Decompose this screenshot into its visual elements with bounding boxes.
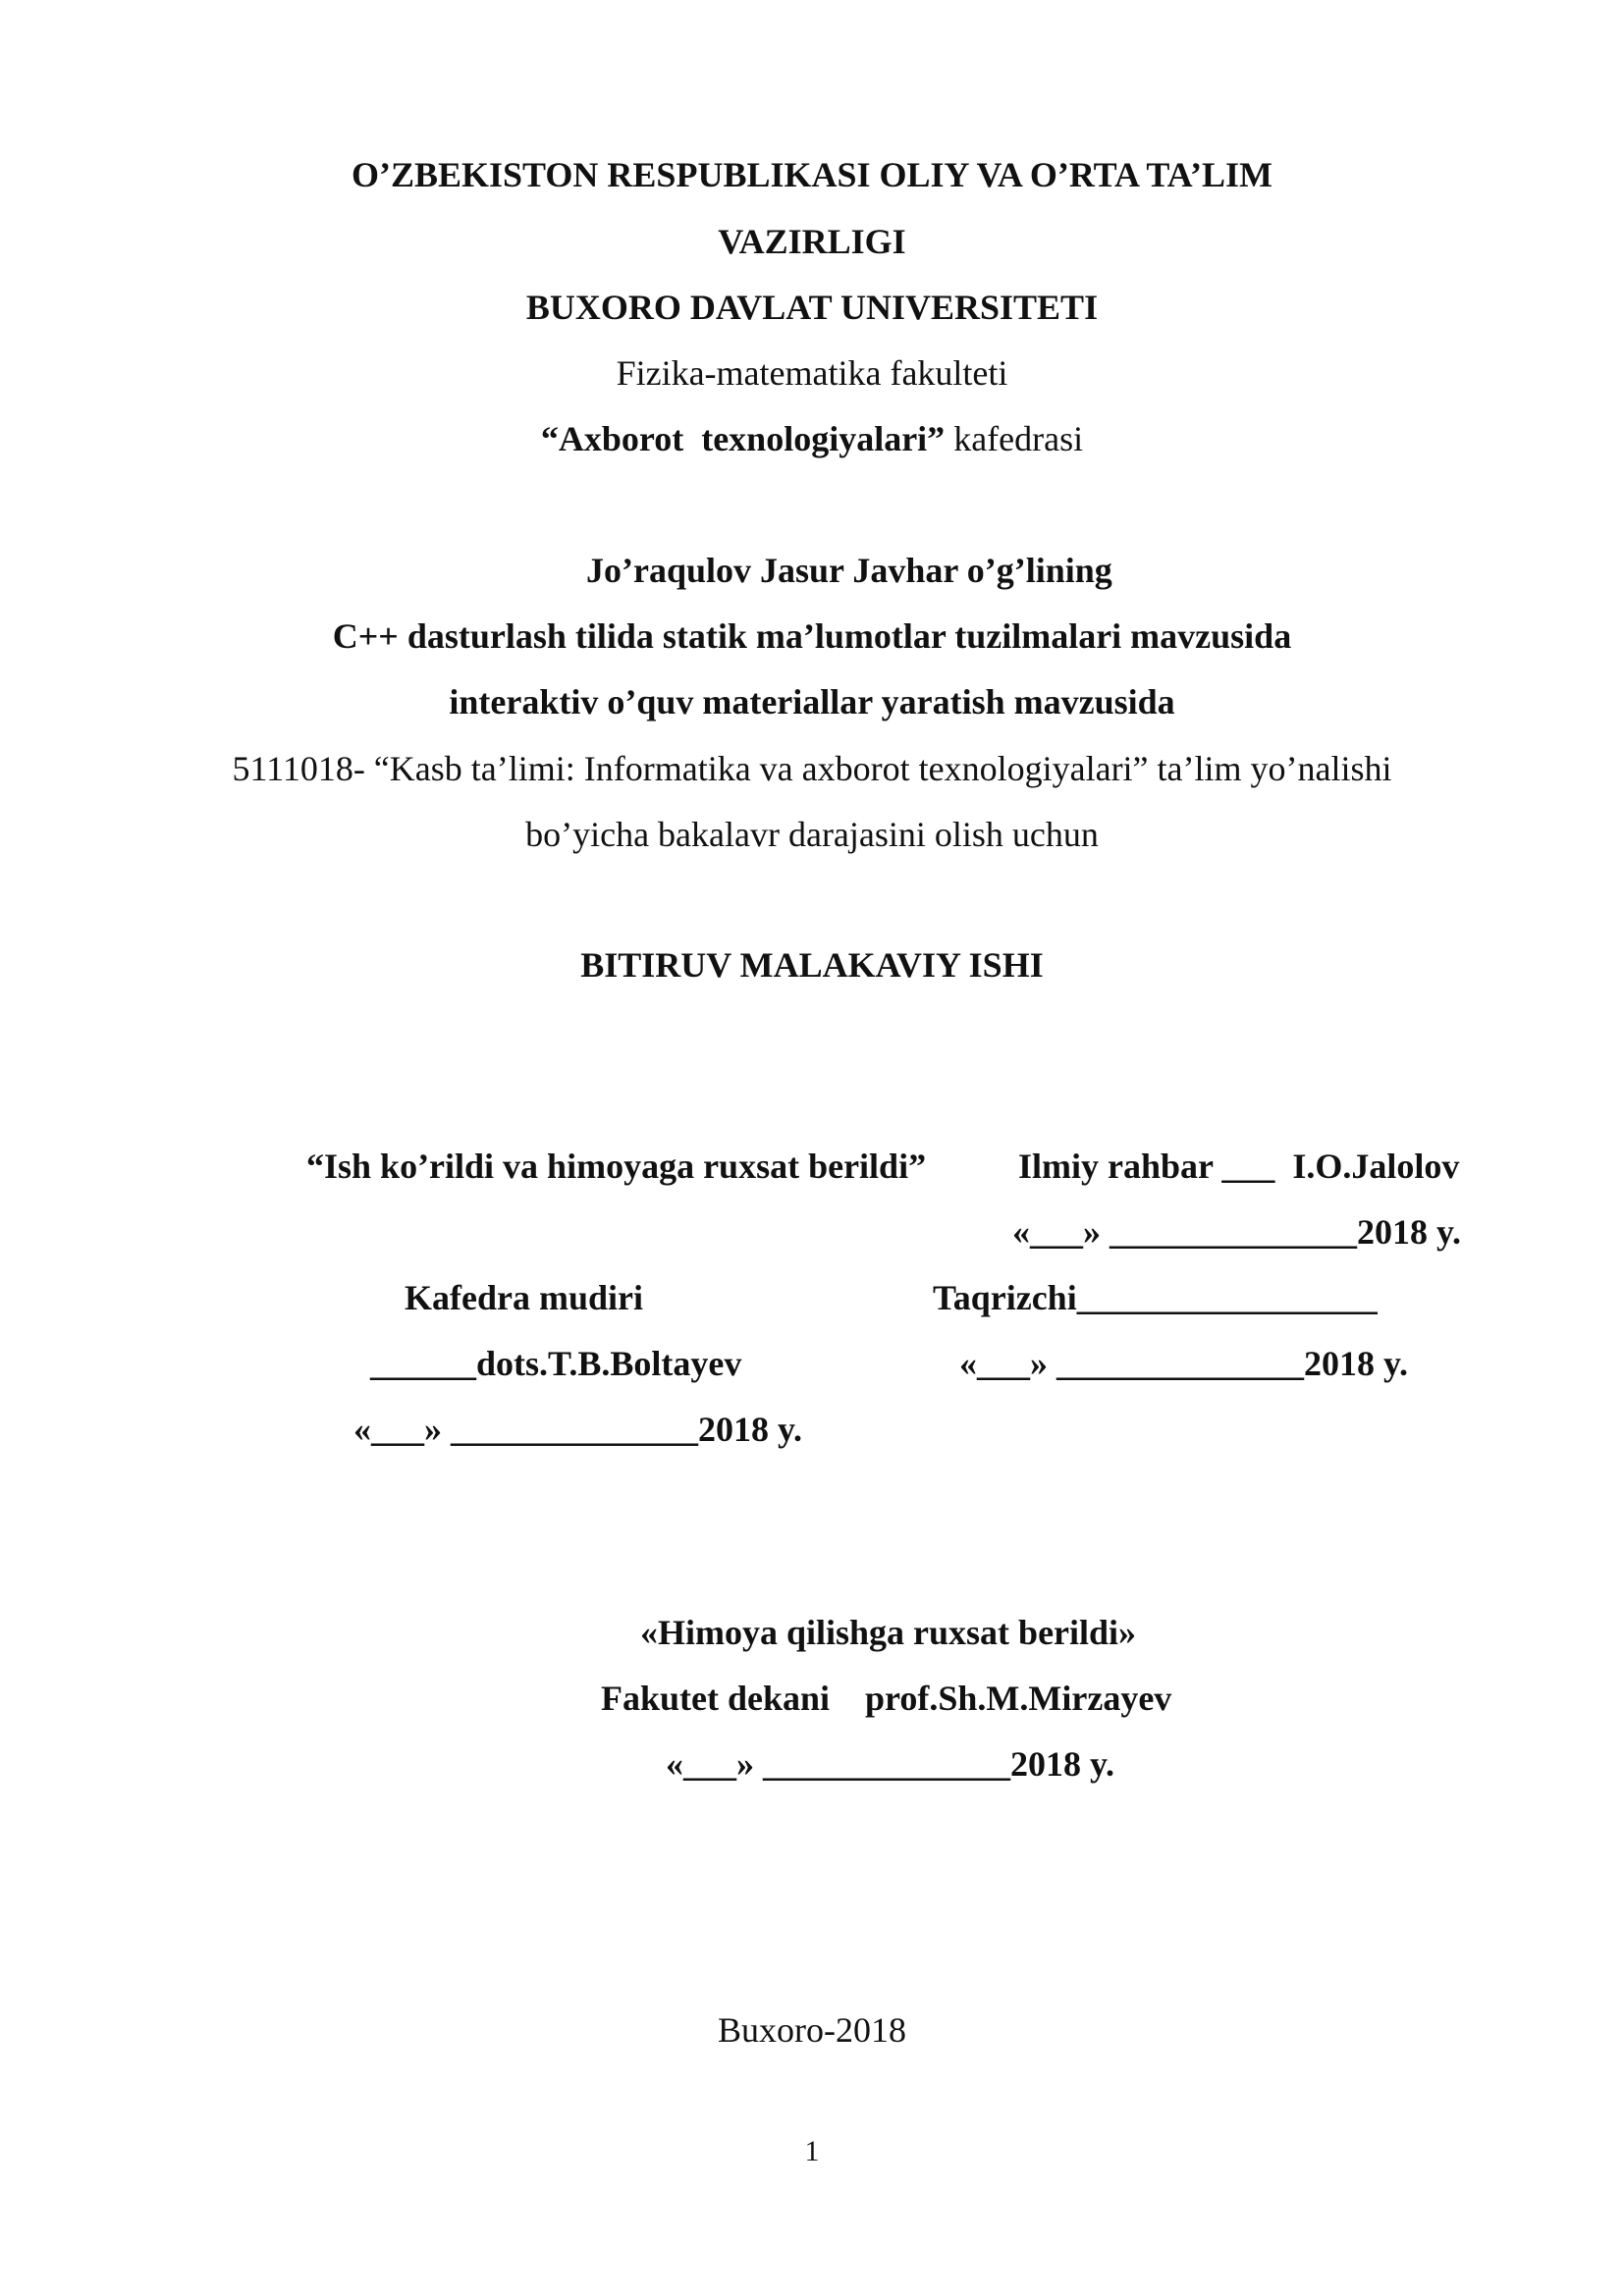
work-type: BITIRUV MALAKAVIY ISHI [580, 945, 1044, 985]
department-head-title: Kafedra mudiri [405, 1278, 643, 1317]
faculty-name: Fizika-matematika fakulteti [616, 353, 1008, 393]
supervisor-line: Ilmiy rahbar ___ I.O.Jalolov [1018, 1147, 1460, 1186]
topic-line-2: interaktiv o’quv materiallar yaratish mavzusida [449, 682, 1175, 721]
department-line [0, 421, 1624, 456]
reviewer-date: «___» ______________2018 y. [959, 1344, 1409, 1383]
defense-date: «___» ______________2018 y. [666, 1744, 1115, 1784]
city-year: Buxoro-2018 [718, 2010, 906, 2050]
defense-permit: «Himoya qilishga ruxsat berildi» [640, 1613, 1137, 1652]
degree-line-1: 5111018- “Kasb ta’limi: Informatika va axborot texnologiyalari” ta’lim yo’nalishi [232, 749, 1392, 788]
department-head-date: «___» ______________2018 y. [353, 1410, 803, 1449]
reviewer-line: Taqrizchi_________________ [933, 1278, 1378, 1317]
reviewed-permit: “Ish ko’rildi va himoyaga ruxsat berildi” [306, 1147, 927, 1186]
degree-line-2: bo’yicha bakalavr darajasini olish uchun [525, 815, 1099, 854]
department-suffix: kafedrasi [945, 419, 1084, 458]
supervisor-date: «___» ______________2018 y. [1012, 1212, 1462, 1252]
topic-line-1: C++ dasturlash tilida statik ma’lumotlar tuzilmalari mavzusida [332, 616, 1292, 656]
author-name: Jo’raqulov Jasur Javhar o’g’lining [586, 551, 1112, 590]
page-number: 1 [804, 2135, 820, 2167]
ministry-line-1: O’ZBEKISTON RESPUBLIKASI OLIY VA O’RTA TA’LIM [352, 155, 1272, 194]
ministry-line-2: VAZIRLIGI [718, 222, 906, 261]
department-head-name: ______dots.T.B.Boltayev [370, 1344, 742, 1383]
dean-line: Fakutet dekani prof.Sh.M.Mirzayev [601, 1679, 1172, 1718]
university-name: BUXORO DAVLAT UNIVERSITETI [525, 288, 1099, 327]
department-name: “Axborot texnologiyalari” [540, 419, 946, 458]
